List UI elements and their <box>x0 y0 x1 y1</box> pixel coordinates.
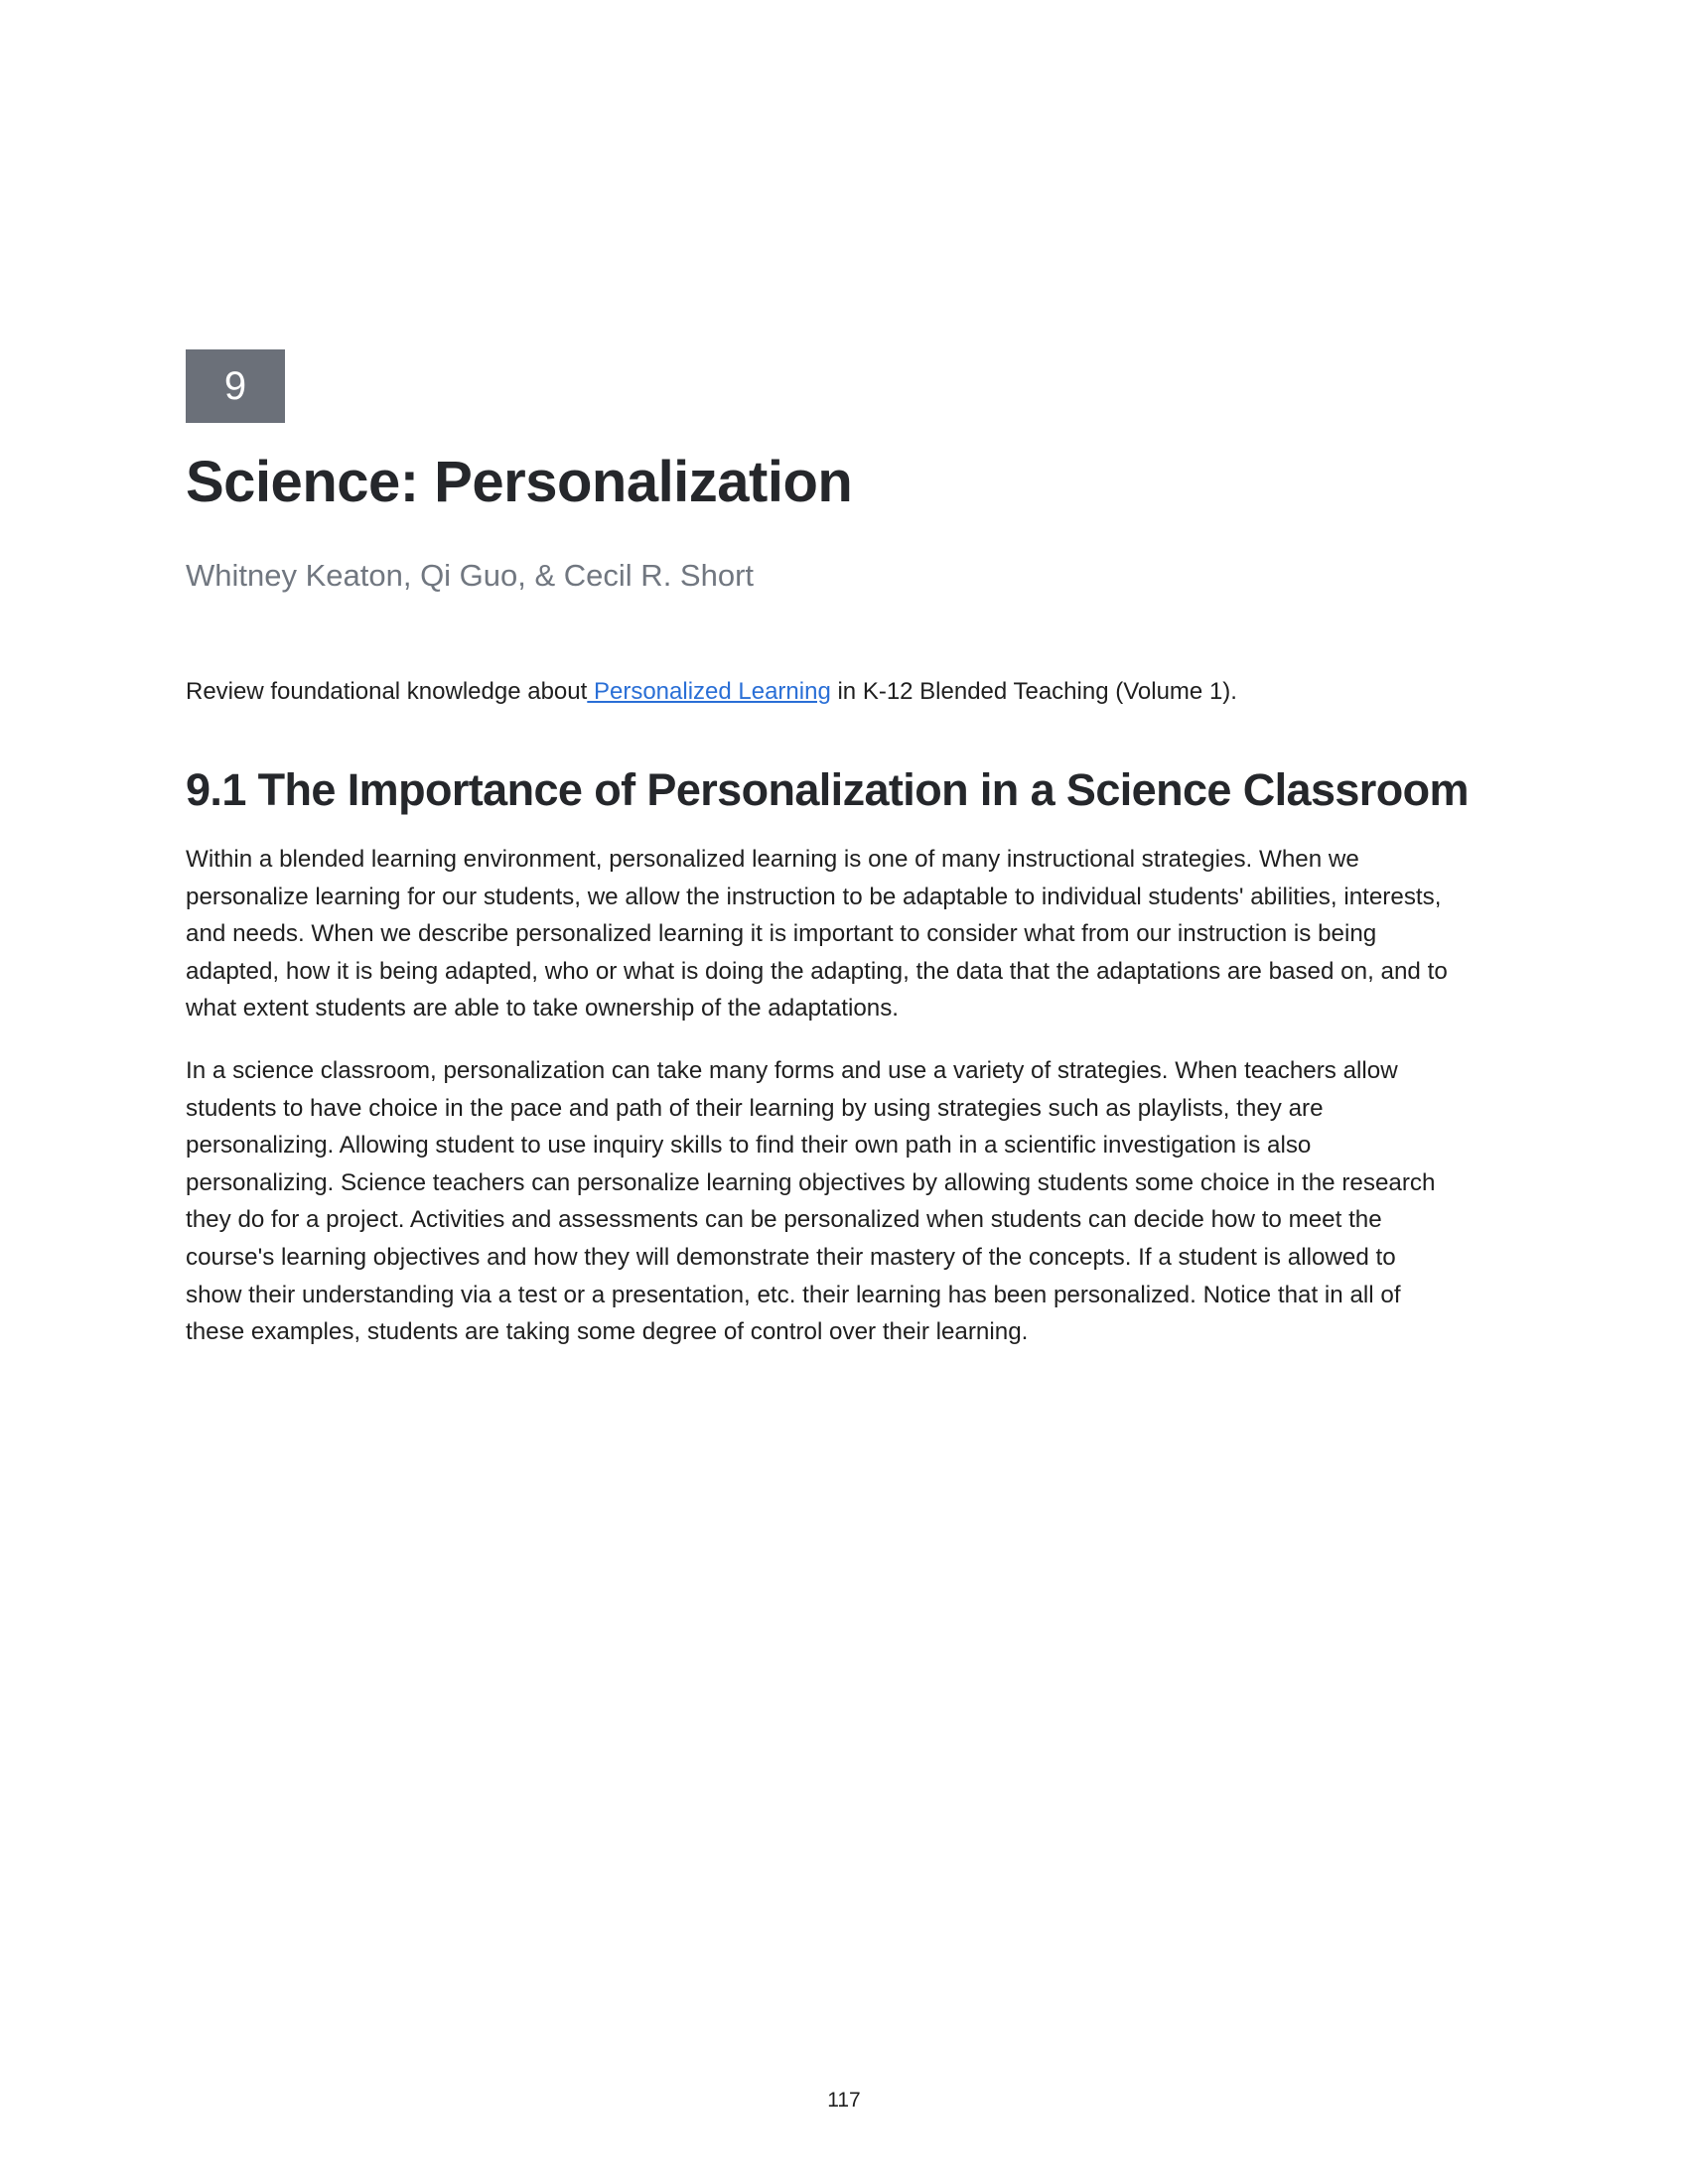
section-heading: 9.1 The Importance of Personalization in a Science Classroom <box>186 764 1469 815</box>
chapter-title: Science: Personalization <box>186 450 853 514</box>
paragraph-line: what extent students are able to take ownership of the adaptations. <box>186 995 900 1023</box>
paragraph-line: course's learning objectives and how they will demonstrate their mastery of the concepts. If a student is allowed to <box>186 1243 1396 1271</box>
page-number: 117 <box>827 2089 861 2112</box>
paragraph-line: these examples, students are taking some degree of control over their learning. <box>186 1318 1029 1346</box>
paragraph-line: they do for a project. Activities and assessments can be personalized when students can decide how to meet the <box>186 1206 1382 1234</box>
paragraph-line: personalizing. Science teachers can personalize learning objectives by allowing students some choice in the research <box>186 1168 1436 1196</box>
paragraph-line: adapted, how it is being adapted, who or what is doing the adapting, the data that the adaptations are based on, and to <box>186 957 1448 985</box>
chapter-number: 9 <box>223 363 247 408</box>
paragraph-line: Within a blended learning environment, personalized learning is one of many instructional strategies. When we <box>186 846 1359 873</box>
paragraph-line: students to have choice in the pace and path of their learning by using strategies such as playlists, they are <box>186 1094 1324 1122</box>
chapter-authors: Whitney Keaton, Qi Guo, & Cecil R. Short <box>186 558 755 593</box>
paragraph-line: personalize learning for our students, we allow the instruction to be adaptable to individual students' abilities, interests, <box>186 883 1442 910</box>
paragraph-1 <box>186 841 1506 1027</box>
paragraph-line: show their understanding via a test or a presentation, etc. their learning has been personalized. Notice that in all of <box>186 1281 1401 1308</box>
review-prefix: Review foundational knowledge about <box>186 678 588 705</box>
chapter-number-badge <box>186 349 285 423</box>
paragraph-line: personalizing. Allowing student to use inquiry skills to find their own path in a scientific investigation is also <box>186 1132 1312 1160</box>
review-suffix: in K-12 Blended Teaching (Volume 1). <box>830 678 1237 705</box>
personalized-learning-link[interactable]: Personalized Learning <box>587 678 831 705</box>
paragraph-line: In a science classroom, personalization can take many forms and use a variety of strategies. When teachers allow <box>186 1057 1398 1084</box>
paragraph-2 <box>186 1052 1506 1351</box>
review-note <box>186 678 1237 706</box>
paragraph-line: and needs. When we describe personalized learning it is important to consider what from our instruction is being <box>186 920 1377 948</box>
